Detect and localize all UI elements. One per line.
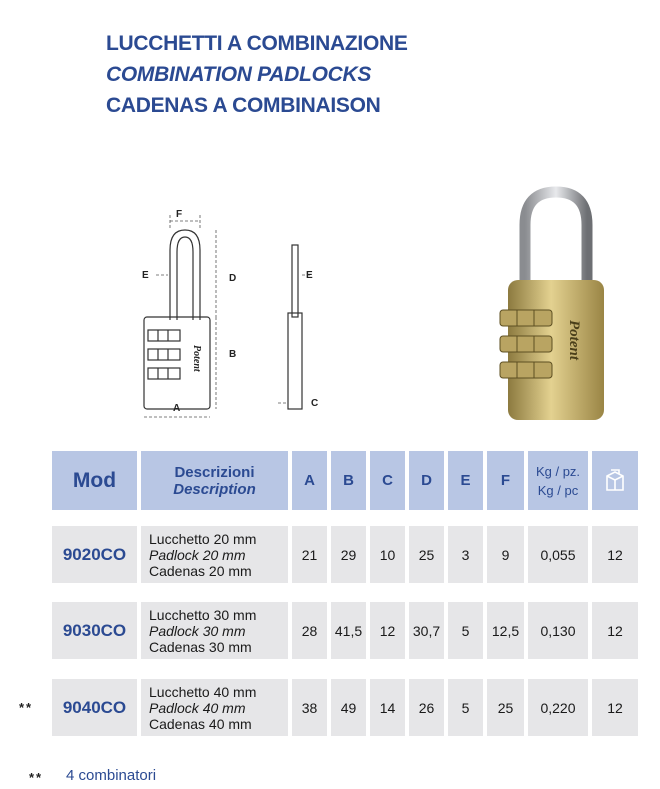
- header-kg-it: Kg / pz.: [535, 463, 581, 479]
- header-desc-en: Description: [173, 480, 256, 498]
- header-pack: [592, 451, 638, 510]
- table-row-description: Lucchetto 30 mm Padlock 30 mm Cadenas 30 mm: [141, 602, 288, 659]
- header-c: C: [370, 451, 405, 510]
- header-d: D: [409, 451, 444, 510]
- table-cell-b: 41,5: [331, 602, 366, 659]
- table-cell-c: 14: [370, 679, 405, 736]
- photo-brand: Potent: [566, 320, 582, 360]
- table-cell-f: 12,5: [487, 602, 524, 659]
- table-cell-a: 21: [292, 526, 327, 583]
- title-italian: LUCCHETTI A COMBINAZIONE: [106, 32, 408, 55]
- dim-label-e-front: E: [142, 270, 149, 281]
- table-row-description: Lucchetto 20 mm Padlock 20 mm Cadenas 20 mm: [141, 526, 288, 583]
- table-cell-e: 5: [448, 679, 483, 736]
- header-f: F: [487, 451, 524, 510]
- box-icon: [604, 468, 626, 494]
- dim-label-b: B: [229, 349, 237, 360]
- table-cell-f: 25: [487, 679, 524, 736]
- table-row-mod: 9030CO: [52, 602, 137, 659]
- table-cell-e: 3: [448, 526, 483, 583]
- table-cell-weight: 0,130: [528, 602, 588, 659]
- diagram-brand: Potent: [191, 345, 202, 372]
- page-title-block: [106, 28, 408, 121]
- table-cell-b: 29: [331, 526, 366, 583]
- table-cell-d: 25: [409, 526, 444, 583]
- table-row-mod: 9020CO: [52, 526, 137, 583]
- table-cell-pack: 12: [592, 679, 638, 736]
- dim-label-e-side: E: [306, 270, 313, 281]
- table-cell-pack: 12: [592, 602, 638, 659]
- table-row-description: Lucchetto 40 mm Padlock 40 mm Cadenas 40 mm: [141, 679, 288, 736]
- header-kg-en: Kg / pc: [537, 482, 579, 498]
- table-cell-f: 9: [487, 526, 524, 583]
- header-desc-it: Descrizioni: [174, 463, 255, 481]
- title-french: CADENAS A COMBINAISON: [106, 94, 381, 117]
- table-row-mod: 9040CO: [52, 679, 137, 736]
- dim-label-a: A: [173, 403, 181, 414]
- table-cell-pack: 12: [592, 526, 638, 583]
- header-weight: [528, 451, 588, 510]
- footnote-mark: **: [29, 770, 44, 785]
- dim-label-d: D: [229, 273, 237, 284]
- table-cell-weight: 0,055: [528, 526, 588, 583]
- padlock-photo: [480, 180, 630, 435]
- header-description: [141, 451, 288, 510]
- table-cell-a: 28: [292, 602, 327, 659]
- header-mod: Mod: [52, 451, 137, 510]
- footnote-text: 4 combinatori: [66, 767, 157, 784]
- table-cell-a: 38: [292, 679, 327, 736]
- table-cell-e: 5: [448, 602, 483, 659]
- header-e: E: [448, 451, 483, 510]
- table-cell-b: 49: [331, 679, 366, 736]
- row-footnote-mark: **: [19, 700, 34, 715]
- header-a: A: [292, 451, 327, 510]
- table-cell-c: 12: [370, 602, 405, 659]
- dim-label-f: F: [176, 209, 183, 220]
- table-cell-c: 10: [370, 526, 405, 583]
- header-b: B: [331, 451, 366, 510]
- table-cell-d: 30,7: [409, 602, 444, 659]
- title-english: COMBINATION PADLOCKS: [106, 63, 372, 86]
- dim-label-c: C: [311, 398, 319, 409]
- table-cell-weight: 0,220: [528, 679, 588, 736]
- dimension-diagram: [128, 205, 328, 425]
- table-cell-d: 26: [409, 679, 444, 736]
